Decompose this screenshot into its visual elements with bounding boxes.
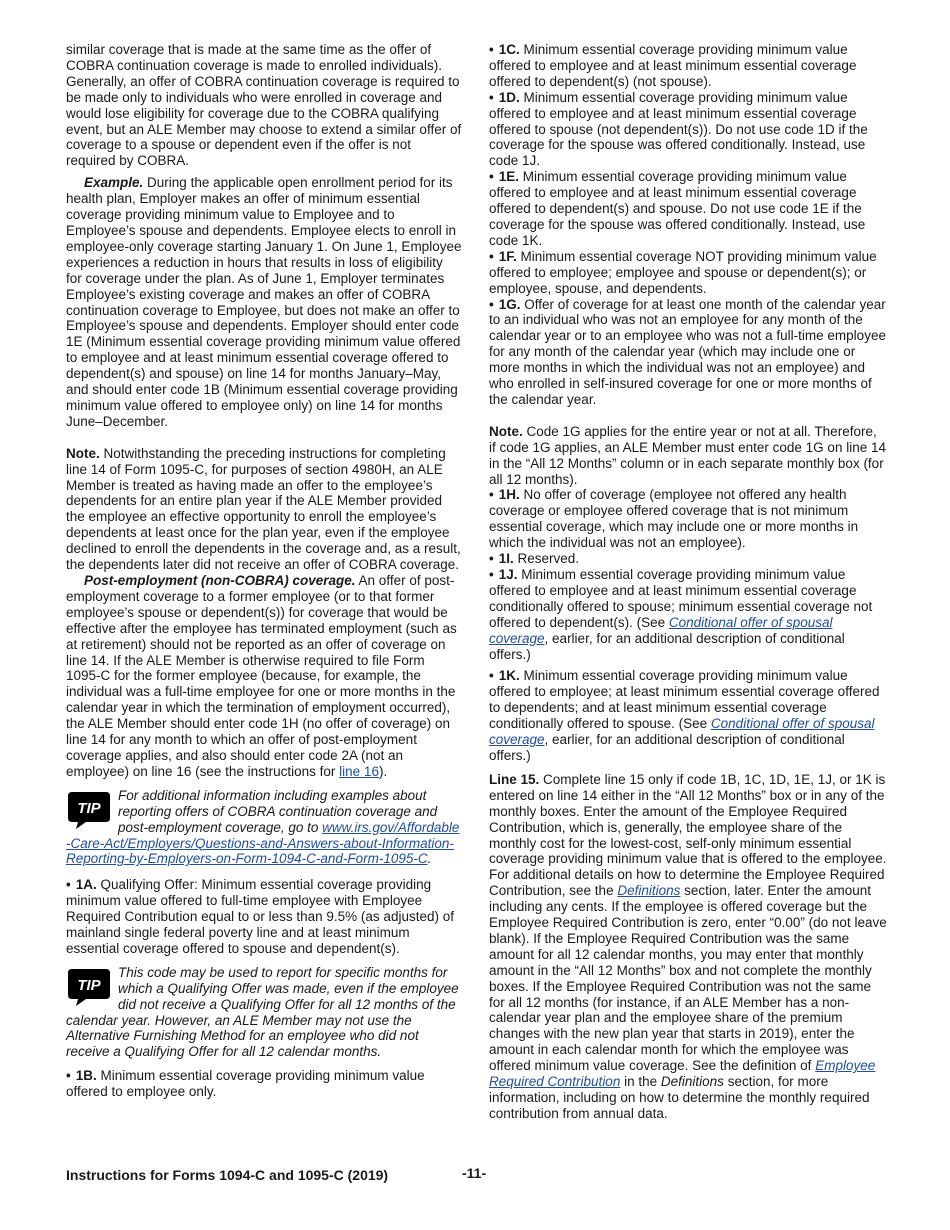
code-1k-item xyxy=(489,668,887,763)
code-1j-text: Minimum essential coverage providing minimum value offered to employee and at least minimum essential coverage conditionally offered to spouse; minimum essential coverage not offered to dependent(s). (See xyxy=(489,567,873,630)
example-label: Example. xyxy=(84,175,144,191)
code-1d-label: 1D. xyxy=(498,89,520,105)
definitions-italic: Definitions xyxy=(660,1074,724,1090)
definitions-link[interactable]: Definitions xyxy=(617,883,681,899)
tip-icon xyxy=(66,967,112,1007)
tip-box-qualifying-offer xyxy=(66,965,462,1060)
code-1c-item xyxy=(489,42,887,90)
code-1k-label: 1K. xyxy=(498,668,520,684)
example-paragraph xyxy=(66,175,462,430)
code-1b-item xyxy=(66,1068,462,1100)
note-1g-paragraph xyxy=(489,424,887,488)
left-column xyxy=(66,42,462,1100)
conditional-offer-link[interactable]: Conditional offer of spousal coverage xyxy=(489,716,875,748)
code-1e-text: Minimum essential coverage providing minimum value offered to employee and at least minimum essential coverage offered to dependent(s) and spouse. Do not use code 1E if the coverage for the spouse was offered conditionally. Instead, use code 1K. xyxy=(489,169,866,248)
code-1i-item xyxy=(489,551,887,567)
right-column xyxy=(489,42,887,1122)
tip-icon-label: TIP xyxy=(77,976,101,994)
code-1b-text: Minimum essential coverage providing minimum value offered to employee only. xyxy=(66,1068,425,1100)
code-1j-label: 1J. xyxy=(498,567,518,582)
code-1j-item xyxy=(489,567,887,662)
code-1g-text: Offer of coverage for at least one month of the calendar year to an individual who was not an employee for any month of the calendar year or to an employee who was not a full-time employee for any month of the calendar year (which may include one or more months in which the individual was not an employee) and who enrolled in self-insured coverage for one or more months of the calendar year. xyxy=(489,296,886,407)
post-employment-paragraph xyxy=(66,573,462,780)
code-1b-label: 1B. xyxy=(75,1068,97,1084)
tip-text: This code may be used to report for specific months for which a Qualifying Offer was made, even if the employee did not receive a Qualifying Offer for all 12 months of the calendar year. However, an ALE Member may not use the Alternative Furnishing Method for an employee who did not receive a Qualifying Offer for all 12 calendar months. xyxy=(66,964,459,1060)
code-1f-item xyxy=(489,249,887,297)
conditional-offer-link[interactable]: Conditional offer of spousal coverage xyxy=(489,614,833,646)
code-1a-label: 1A. xyxy=(75,877,97,893)
code-1j-end: , earlier, for an additional description of conditional offers.) xyxy=(489,630,845,662)
example-text: During the applicable open enrollment period for its health plan, Employer makes an offer of minimum essential coverage providing minimum value to Employee and to Employee’s spouse and dependents. Employee elects to enroll in employee-only coverage starting January 1. On June 1, Employee experiences a reduction in hours that results in loss of eligibility for coverage under the plan. As of June 1, Employer terminates Employee’s existing coverage and makes an offer of COBRA continuation coverage to Employee, but does not make an offer to Employee’s spouse and dependents. Employer should enter code 1E (Minimum essential coverage providing minimum value offered to employee and at least minimum essential coverage offered to dependent(s) and spouse) on line 14 for months January–May, and should enter code 1B (Minimum essential coverage providing minimum value offered to employee only) on line 14 for months June–December. xyxy=(66,175,462,429)
line-15-text-2: section, later. Enter the amount including any cents. If the employee is offered coverage but the Employee Required Contribution is zero, enter “0.00” (do not leave blank). If the Employee Required Contribution was the same amount for all 12 calendar months, you may enter that monthly amount in the “All 12 Months” box and not complete the monthly boxes. If the Employee Required Contribution was not the same for all 12 months (for instance, if an ALE Member has a non-calendar year plan and the employee share of the premium changes with the new plan year that starts in 2019), enter the amount in each calendar month for which the employee was offered minimum value coverage. See the definition of xyxy=(489,883,887,1074)
tip-text: For additional information including examples about reporting offers of COBRA continuation coverage and post-employment coverage, go to xyxy=(118,787,438,835)
note-paragraph xyxy=(66,446,462,573)
code-1i-text: Reserved. xyxy=(517,551,580,567)
tip-end: . xyxy=(427,851,432,867)
line-15-text-4: section, for more information, including on how to determine the monthly required contribution from annual data. xyxy=(489,1074,870,1121)
tip-icon xyxy=(66,790,112,830)
code-1f-label: 1F. xyxy=(498,248,517,264)
irs-url-link[interactable]: www.irs.gov/Affordable-Care-Act/Employers/Questions-and-Answers-about-Information-Reporting-by-Employers-on-Form-1094-C-and-Form-1095-C xyxy=(66,819,460,867)
code-1e-item xyxy=(489,169,887,249)
employee-required-contribution-link[interactable]: Employee Required Contribution xyxy=(489,1058,876,1090)
code-1h-item xyxy=(489,487,887,551)
code-1g-item xyxy=(489,297,887,408)
code-1a-item xyxy=(66,877,462,957)
code-1i-label: 1I. xyxy=(498,551,514,567)
code-1h-text: No offer of coverage (employee not offered any health coverage or employee offered coverage that is not minimum essential coverage, which may include one or more months in which the individual was not an employee). xyxy=(489,487,859,551)
tip-icon-label: TIP xyxy=(77,799,101,817)
code-1e-label: 1E. xyxy=(498,169,519,185)
code-1a-text: Qualifying Offer: Minimum essential coverage providing minimum value offered to full-time employee with Employee Required Contribution equal to or less than 9.5% (as adjusted) of mainland single federal poverty line and at least minimum essential coverage offered to spouse and dependent(s). xyxy=(66,877,454,956)
code-1c-text: Minimum essential coverage providing minimum value offered to employee and at least minimum essential coverage offered to dependent(s) (not spouse). xyxy=(489,42,857,89)
note-label: Note. xyxy=(66,445,100,461)
line-15-text: Complete line 15 only if code 1B, 1C, 1D, 1E, 1J, or 1K is entered on line 14 either in the “All 12 Months” box or in any of the monthly boxes. Enter the amount of the Employee Required Contribution, which is, generally, the employee share of the monthly cost for the lowest-cost, self-only minimum essential coverage providing minimum value that is offered to the employee. For additional details on how to determine the Employee Required Contribution, see the xyxy=(489,771,887,899)
code-1d-item xyxy=(489,90,887,170)
code-1f-text: Minimum essential coverage NOT providing minimum value offered to employee; employee and spouse or dependent(s); or employee, spouse, and dependents. xyxy=(489,248,877,296)
code-1d-text: Minimum essential coverage providing minimum value offered to employee and at least minimum essential coverage offered to spouse (not dependent(s)). Do not use code 1D if the coverage for the spouse was offered conditionally. Instead, use code 1J. xyxy=(489,89,868,169)
cobra-paragraph: similar coverage that is made at the same time as the offer of COBRA continuation coverage is made to enrolled individuals). Generally, an offer of COBRA continuation coverage is required to be made only to individuals who were enrolled in coverage and would lose eligibility for coverage due to the COBRA qualifying event, but an ALE Member may choose to extend a similar offer of coverage to a spouse or dependent even if the offer is not required by COBRA. xyxy=(66,42,462,169)
note-text: Notwithstanding the preceding instructions for completing line 14 of Form 1095-C, for purposes of section 4980H, an ALE Member is treated as having made an offer to the employee’s dependents for an entire plan year if the ALE Member provided the employee an effective opportunity to enroll the employee’s dependents at least once for the plan year, even if the employee declined to enroll the dependents in the coverage and, as a result, the dependents later did not receive an offer of COBRA coverage. xyxy=(66,445,461,573)
post-employment-end: ). xyxy=(378,763,388,779)
code-1h-label: 1H. xyxy=(498,487,520,503)
line-16-link[interactable]: line 16 xyxy=(339,763,379,779)
tip-box-cobra xyxy=(66,788,462,868)
line-15-paragraph xyxy=(489,772,887,1122)
post-employment-text: An offer of post-employment coverage to a former employee (or to that former employee’s spouse or dependent(s)) for coverage that would be effective after the employee has terminated employment (such as at retirement) should not be reported as an offer of coverage on line 14. If the ALE Member is otherwise required to file Form 1095-C for the former employee (because, for example, the individual was a full-time employee for one or more months in the calendar year in which the termination of employment occurred), the ALE Member should enter code 1H (no offer of coverage) on line 14 for any month to which an offer of post-employment coverage applies, and also should enter code 2A (not an employee) on line 16 (see the instructions for xyxy=(66,573,457,779)
code-1k-text: Minimum essential coverage providing minimum value offered to employee; at least minimum essential coverage offered to dependents; and at least minimum essential coverage conditionally offered to spouse. (See xyxy=(489,668,880,732)
line-15-text-3: in the xyxy=(624,1074,658,1090)
line-15-label: Line 15. xyxy=(489,771,540,787)
code-1g-label: 1G. xyxy=(498,296,521,312)
code-1c-label: 1C. xyxy=(498,42,520,57)
note-text: Code 1G applies for the entire year or not at all. Therefore, if code 1G applies, an ALE Member must enter code 1G on line 14 in the “All 12 Months” column or in each separate monthly box (for all 12 months). xyxy=(489,423,886,487)
code-1k-end: , earlier, for an additional description of conditional offers.) xyxy=(489,732,845,763)
note-label: Note. xyxy=(489,423,523,439)
page-number: -11- xyxy=(462,1165,487,1181)
footer-title: Instructions for Forms 1094-C and 1095-C (2019) xyxy=(66,1167,389,1183)
post-employment-label: Post-employment (non-COBRA) coverage. xyxy=(84,573,356,588)
